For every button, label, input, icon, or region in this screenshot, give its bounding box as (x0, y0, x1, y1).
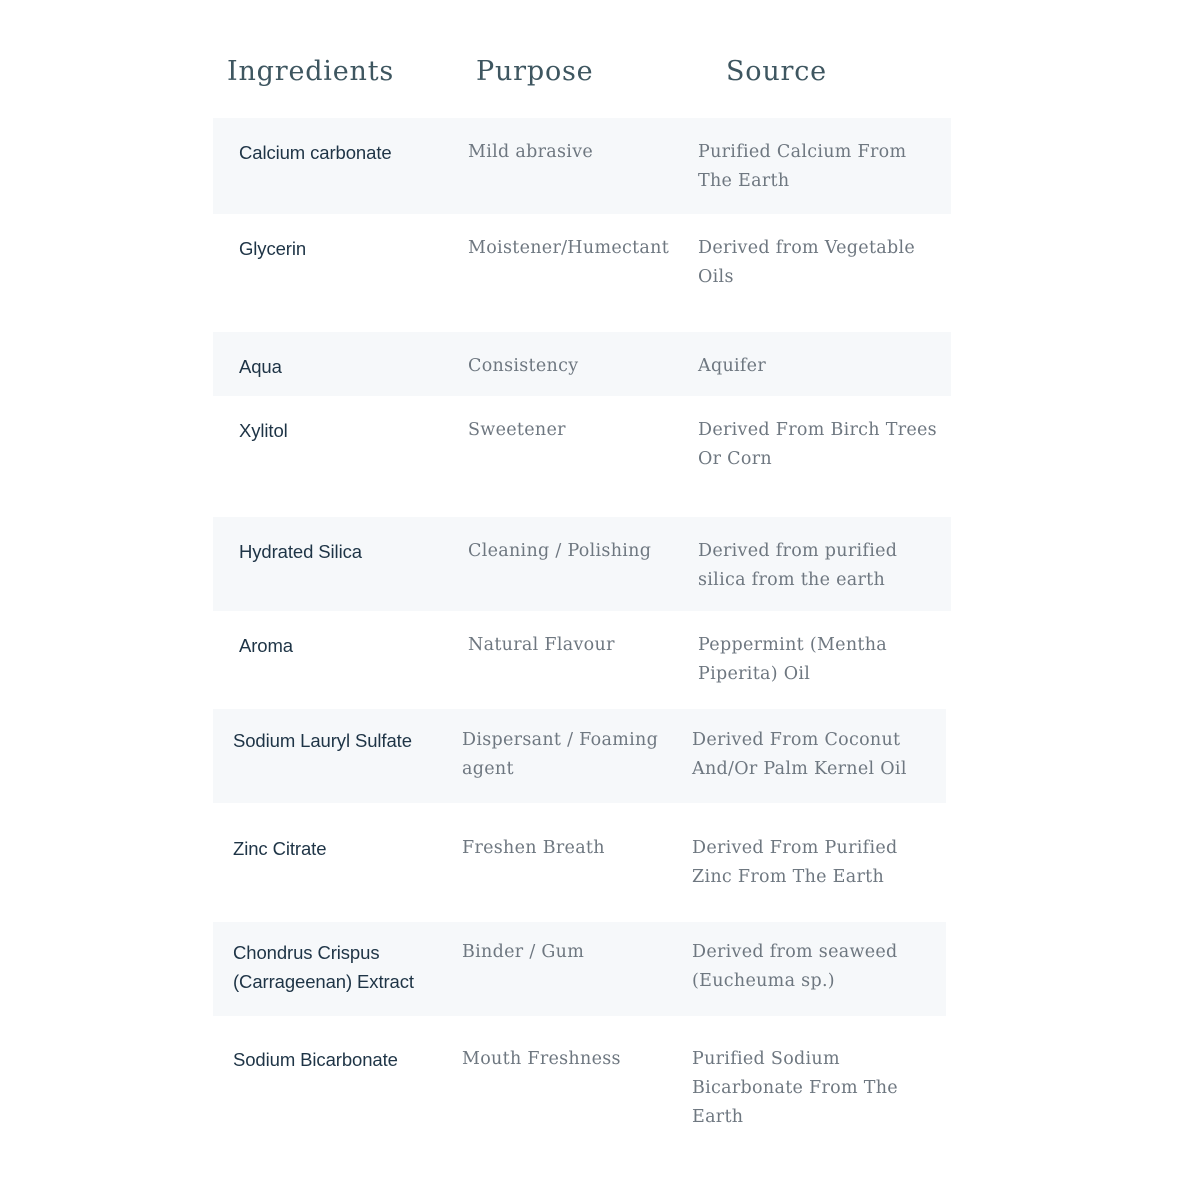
ingredient-name: Sodium Lauryl Sulfate (233, 730, 412, 751)
ingredient-name: Xylitol (239, 420, 288, 441)
header-source: Source (726, 56, 827, 87)
ingredient-purpose: Dispersant / Foaming agent (462, 730, 659, 779)
ingredient-source: Derived From Purified Zinc From The Earth (692, 838, 898, 887)
ingredient-name: Calcium carbonate (239, 142, 392, 163)
table-row (213, 922, 946, 1016)
table-row (213, 214, 951, 332)
ingredient-purpose: Mild abrasive (468, 142, 594, 162)
ingredient-source: Derived From Coconut And/Or Palm Kernel Oil (692, 730, 907, 779)
ingredient-source: Derived from purified silica from the earth (698, 541, 898, 590)
ingredient-purpose: Binder / Gum (462, 942, 585, 962)
table-row (213, 803, 951, 922)
ingredient-name: Glycerin (239, 238, 307, 259)
ingredient-name: Sodium Bicarbonate (233, 1049, 398, 1070)
ingredient-name: Aqua (239, 356, 282, 377)
ingredient-name: Chondrus Crispus (Carrageenan) Extract (233, 942, 414, 992)
header-purpose: Purpose (476, 56, 594, 87)
ingredient-purpose: Moistener/Humectant (468, 238, 670, 258)
ingredient-name: Aroma (239, 635, 293, 656)
ingredient-source: Derived from seaweed (Eucheuma sp.) (692, 942, 898, 991)
table-row (213, 709, 946, 803)
ingredient-purpose: Freshen Breath (462, 838, 605, 858)
table-header (213, 50, 951, 118)
ingredient-purpose: Natural Flavour (468, 635, 615, 655)
ingredient-source: Purified Calcium From The Earth (698, 142, 907, 191)
header-ingredients: Ingredients (227, 56, 395, 87)
table-row (213, 1016, 951, 1146)
table-row (213, 332, 951, 396)
ingredient-source: Derived from Vegetable Oils (698, 238, 916, 287)
ingredient-purpose: Sweetener (468, 420, 566, 440)
ingredient-purpose: Consistency (468, 356, 579, 376)
table-row (213, 611, 951, 709)
ingredient-source: Purified Sodium Bicarbonate From The Earth (692, 1049, 898, 1127)
ingredient-purpose: Cleaning / Polishing (468, 541, 652, 561)
ingredient-purpose: Mouth Freshness (462, 1049, 621, 1069)
table-row (213, 396, 951, 517)
table-row (213, 517, 951, 611)
ingredient-source: Derived From Birch Trees Or Corn (698, 420, 937, 469)
ingredient-source: Aquifer (698, 356, 767, 376)
table-row (213, 118, 951, 214)
ingredient-name: Hydrated Silica (239, 541, 362, 562)
ingredients-table (213, 50, 951, 1146)
ingredient-name: Zinc Citrate (233, 838, 327, 859)
ingredient-source: Peppermint (Mentha Piperita) Oil (698, 635, 888, 684)
